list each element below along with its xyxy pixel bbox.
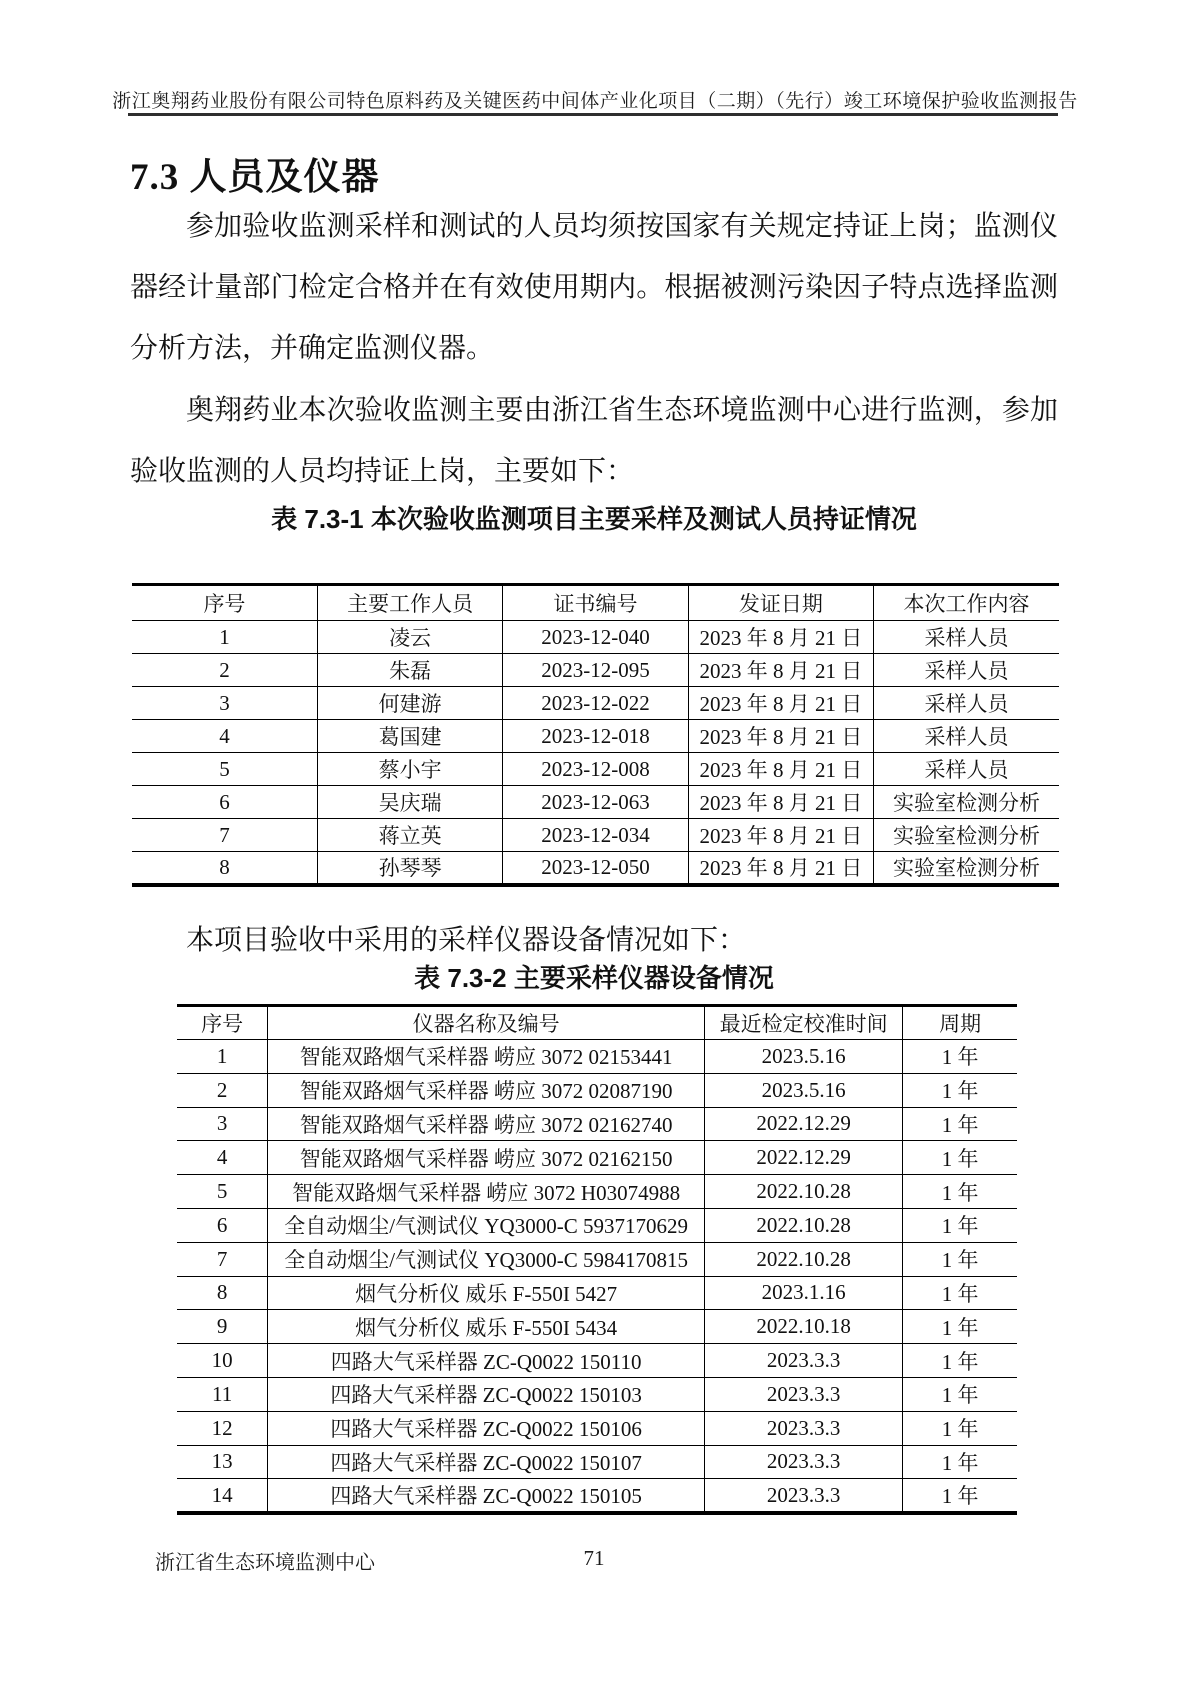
- page-number: 71: [583, 1546, 605, 1570]
- table-cell: 2023.3.3: [705, 1479, 903, 1513]
- table-cell: 四路大气采样器 ZC-Q0022 150107: [268, 1445, 705, 1479]
- table-cell: 全自动烟尘/气测试仪 YQ3000-C 5984170815: [268, 1242, 705, 1276]
- table-cell: 1 年: [903, 1276, 1017, 1310]
- table-cell: 8: [177, 1276, 268, 1310]
- table-row: [132, 720, 1059, 753]
- table-cell: 2022.10.28: [705, 1175, 903, 1209]
- column-header: 本次工作内容: [874, 585, 1059, 621]
- table-cell: 7: [132, 819, 317, 852]
- table-cell: 智能双路烟气采样器 崂应 3072 02153441: [268, 1040, 705, 1074]
- table-cell: 全自动烟尘/气测试仪 YQ3000-C 5937170629: [268, 1208, 705, 1242]
- table-row: [177, 1073, 1017, 1107]
- table-row: [132, 819, 1059, 852]
- paragraph-personnel-requirements: 参加验收监测采样和测试的人员均须按国家有关规定持证上岗；监测仪器经计量部门检定合格并在有效使用期内。根据被测污染因子特点选择监测分析方法，并确定监测仪器。: [130, 211, 1058, 364]
- table-cell: 2023-12-050: [503, 852, 688, 885]
- table-cell: 智能双路烟气采样器 崂应 3072 H03074988: [268, 1175, 705, 1209]
- table-cell: 2023-12-018: [503, 720, 688, 753]
- table-cell: 2023-12-034: [503, 819, 688, 852]
- column-header: 序号: [132, 585, 317, 621]
- table-cell: 四路大气采样器 ZC-Q0022 150106: [268, 1411, 705, 1445]
- table-cell: 2023 年 8 月 21 日: [688, 753, 873, 786]
- table1-header: [132, 585, 1059, 621]
- table-row: [177, 1141, 1017, 1175]
- table-cell: 智能双路烟气采样器 崂应 3072 02162740: [268, 1107, 705, 1141]
- table-cell: 10: [177, 1344, 268, 1378]
- table-cell: 8: [219, 854, 230, 879]
- table-row: [177, 1479, 1017, 1513]
- table-cell: 2022.10.28: [705, 1242, 903, 1276]
- table-cell: 2023.5.16: [705, 1040, 903, 1074]
- table-cell: 1 年: [903, 1073, 1017, 1107]
- table-header-row: [132, 585, 1059, 621]
- table-cell: 四路大气采样器 ZC-Q0022 150110: [268, 1344, 705, 1378]
- column-header: 主要工作人员: [317, 585, 502, 621]
- table-cell: 7: [177, 1242, 268, 1276]
- table-row: [177, 1411, 1017, 1445]
- table-cell: 2022.10.28: [705, 1208, 903, 1242]
- table-row: [177, 1344, 1017, 1378]
- header-divider: [128, 113, 1058, 116]
- table-row: [177, 1377, 1017, 1411]
- page-header-title: 浙江奥翔药业股份有限公司特色原料药及关键医药中间体产业化项目（二期）（先行）竣工环境保护验收监测报告: [112, 91, 1078, 112]
- table-cell: 2: [177, 1073, 268, 1107]
- table-cell: 2023 年 8 月 21 日: [688, 786, 873, 819]
- table-cell: 采样人员: [874, 621, 1059, 654]
- footer-organization: 浙江省生态环境监测中心: [155, 1552, 375, 1574]
- table2-caption: 表 7.3-2 主要采样仪器设备情况: [414, 963, 774, 993]
- table-cell: 5: [177, 1175, 268, 1209]
- personnel-certification-table: [132, 583, 1059, 887]
- table-cell: 12: [177, 1411, 268, 1445]
- table-cell: 2023-12-063: [503, 786, 688, 819]
- table1-body: [132, 621, 1059, 885]
- table-cell: 1 年: [903, 1040, 1017, 1074]
- table-row: [132, 786, 1059, 819]
- table-cell: 四路大气采样器 ZC-Q0022 150105: [268, 1479, 705, 1513]
- table1-caption: 表 7.3-1 本次验收监测项目主要采样及测试人员持证情况: [271, 504, 917, 534]
- column-header: 序号: [177, 1006, 268, 1040]
- table-row: [177, 1445, 1017, 1479]
- table-cell: 6: [132, 786, 317, 819]
- table-cell: 2023.3.3: [705, 1411, 903, 1445]
- table-cell: 6: [177, 1208, 268, 1242]
- table-cell: 葛国建: [317, 720, 502, 753]
- table-cell: 13: [177, 1445, 268, 1479]
- table-cell: 2022.12.29: [705, 1141, 903, 1175]
- table-cell: 1: [132, 621, 317, 654]
- table-cell: 2023 年 8 月 21 日: [688, 819, 873, 852]
- table-cell: 2023 年 8 月 21 日: [688, 852, 873, 885]
- table-cell: 1 年: [903, 1141, 1017, 1175]
- table-header-row: [177, 1006, 1017, 1040]
- table-row: [177, 1175, 1017, 1209]
- table-cell: 四路大气采样器 ZC-Q0022 150103: [268, 1377, 705, 1411]
- table-cell: 1 年: [903, 1310, 1017, 1344]
- column-header: 发证日期: [688, 585, 873, 621]
- table-cell: 2023-12-095: [503, 654, 688, 687]
- table-cell: 2023 年 8 月 21 日: [688, 720, 873, 753]
- table-cell: 何建游: [317, 687, 502, 720]
- table-cell: 1 年: [903, 1479, 1017, 1513]
- table-cell: 5: [132, 753, 317, 786]
- table-cell: 智能双路烟气采样器 崂应 3072 02087190: [268, 1073, 705, 1107]
- paragraph-equipment-intro: 本项目验收中采用的采样仪器设备情况如下：: [186, 925, 747, 956]
- column-header: 周期: [903, 1006, 1017, 1040]
- table-cell: 2022.12.29: [705, 1107, 903, 1141]
- table-cell: 1 年: [903, 1107, 1017, 1141]
- table-cell: 3: [177, 1107, 268, 1141]
- table-cell: 1 年: [903, 1175, 1017, 1209]
- table-cell: 1 年: [903, 1208, 1017, 1242]
- table2-body: [177, 1040, 1017, 1513]
- table-row: [177, 1040, 1017, 1074]
- table-cell: 2023.3.3: [705, 1344, 903, 1378]
- table-row: [132, 687, 1059, 720]
- table-cell: 2023 年 8 月 21 日: [688, 654, 873, 687]
- table-cell: 1 年: [903, 1445, 1017, 1479]
- table-cell: 2023.5.16: [705, 1073, 903, 1107]
- table-row: [177, 1242, 1017, 1276]
- sampling-equipment-table: [177, 1004, 1017, 1515]
- table-cell: 凌云: [317, 621, 502, 654]
- table-row: [177, 1310, 1017, 1344]
- table-cell: 2023.3.3: [705, 1445, 903, 1479]
- table-cell: 孙琴琴: [317, 852, 502, 885]
- table-cell: 采样人员: [874, 720, 1059, 753]
- table-cell: 2023.1.16: [705, 1276, 903, 1310]
- table-cell: 朱磊: [317, 654, 502, 687]
- table-cell: 9: [177, 1310, 268, 1344]
- table-cell: 1 年: [903, 1377, 1017, 1411]
- table-cell: 1 年: [903, 1242, 1017, 1276]
- table-cell: 2023-12-022: [503, 687, 688, 720]
- table-cell: 蒋立英: [317, 819, 502, 852]
- column-header: 仪器名称及编号: [268, 1006, 705, 1040]
- table-cell: 智能双路烟气采样器 崂应 3072 02162150: [268, 1141, 705, 1175]
- column-header: 最近检定校准时间: [705, 1006, 903, 1040]
- table-cell: 2023.3.3: [705, 1377, 903, 1411]
- table-cell: 实验室检测分析: [874, 786, 1059, 819]
- table-row: [132, 852, 1059, 885]
- table-cell: 1 年: [903, 1344, 1017, 1378]
- table-cell: 4: [177, 1141, 268, 1175]
- table-cell: 烟气分析仪 威乐 F-550I 5427: [268, 1276, 705, 1310]
- table-cell: 2023-12-008: [503, 753, 688, 786]
- paragraph-monitoring-center: 奥翔药业本次验收监测主要由浙江省生态环境监测中心进行监测，参加验收监测的人员均持证上岗，主要如下：: [130, 395, 1058, 487]
- table-cell: 11: [177, 1377, 268, 1411]
- table-cell: 烟气分析仪 威乐 F-550I 5434: [268, 1310, 705, 1344]
- table-cell: 2022.10.18: [705, 1310, 903, 1344]
- table-cell: 2023-12-040: [503, 621, 688, 654]
- table-cell: 3: [132, 687, 317, 720]
- table-row: [177, 1107, 1017, 1141]
- table-row: [177, 1276, 1017, 1310]
- table-cell: 2: [132, 654, 317, 687]
- section-heading: 7.3 人员及仪器: [130, 157, 380, 198]
- table-cell: 采样人员: [874, 753, 1059, 786]
- table-cell: 实验室检测分析: [874, 852, 1059, 885]
- table-cell: 1 年: [903, 1411, 1017, 1445]
- table-cell: 1: [177, 1040, 268, 1074]
- table-row: [132, 753, 1059, 786]
- table-cell: 采样人员: [874, 654, 1059, 687]
- table-cell: 实验室检测分析: [874, 819, 1059, 852]
- table2-header: [177, 1006, 1017, 1040]
- table-cell: 吴庆瑞: [317, 786, 502, 819]
- table-row: [132, 621, 1059, 654]
- table-cell: 2023 年 8 月 21 日: [688, 621, 873, 654]
- table-cell: 采样人员: [874, 687, 1059, 720]
- table-cell: 14: [211, 1482, 233, 1507]
- table-row: [132, 654, 1059, 687]
- table-cell: 4: [132, 720, 317, 753]
- table-row: [177, 1208, 1017, 1242]
- table-cell: 2023 年 8 月 21 日: [688, 687, 873, 720]
- column-header: 证书编号: [503, 585, 688, 621]
- table-cell: 蔡小宇: [317, 753, 502, 786]
